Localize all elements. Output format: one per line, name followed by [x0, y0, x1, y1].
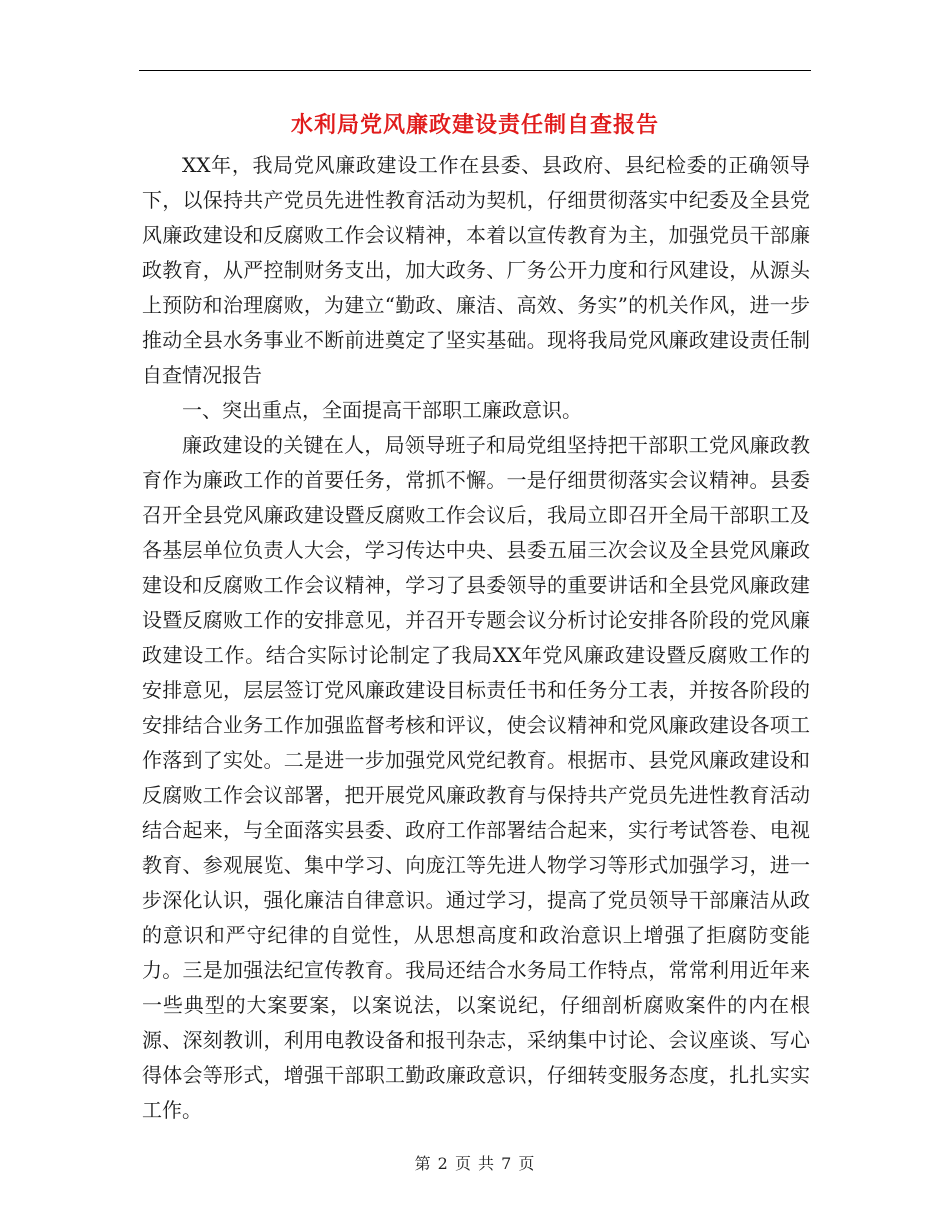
document-body	[142, 148, 810, 1128]
header-rule	[139, 70, 811, 71]
section-heading-1: 一、突出重点，全面提高干部职工廉政意识。	[182, 398, 582, 422]
paragraph-section-1: 廉政建设的关键在人，局领导班子和局党组坚持把干部职工党风廉政教育作为廉政工作的首要任务，常抓不懈。一是仔细贯彻落实会议精神。县委召开全县党风廉政建设暨反腐败工作会议后，我局立即召开全局干部职工及各基层单位负责人大会，学习传达中央、县委五届三次会议及全县党风廉政建设和反腐败工作会议精神，学习了县委领导的重要讲话和全县党风廉政建设暨反腐败工作的安排意见，并召开专题会议分析讨论安排各阶段的党风廉政建设工作。结合实际讨论制定了我局XX年党风廉政建设暨反腐败工作的安排意见，层层签订党风廉政建设目标责任书和任务分工表，并按各阶段的安排结合业务工作加强监督考核和评议，使会议精神和党风廉政建设各项工作落到了实处。二是进一步加强党风党纪教育。根据市、县党风廉政建设和反腐败工作会议部署，把开展党风廉政教育与保持共产党员先进性教育活动结合起来，与全面落实县委、政府工作部署结合起来，实行考试答卷、电视教育、参观展览、集中学习、向庞江等先进人物学习等形式加强学习，进一步深化认识，强化廉洁自律意识。通过学习，提高了党员领导干部廉洁从政的意识和严守纪律的自觉性，从思想高度和政治意识上增强了拒腐防变能力。三是加强法纪宣传教育。我局还结合水务局工作特点，常常利用近年来一些典型的大案要案，以案说法，以案说纪，仔细剖析腐败案件的内在根源、深刻教训，利用电教设备和报刊杂志，采纳集中讨论、会议座谈、写心得体会等形式，增强干部职工勤政廉政意识，仔细转变服务态度，扎扎实实工作。	[142, 433, 810, 1122]
document-title: 水利局党风廉政建设责任制自查报告	[290, 112, 659, 138]
page-number: 第 2 页 共 7 页	[414, 1154, 536, 1173]
paragraph-intro: XX年，我局党风廉政建设工作在县委、县政府、县纪检委的正确领导下，以保持共产党员先进性教育活动为契机，仔细贯彻落实中纪委及全县党风廉政建设和反腐败工作会议精神，本着以宣传教育为主，加强党员干部廉政教育，从严控制财务支出，加大政务、厂务公开力度和行风建设，从源头上预防和治理腐败，为建立“勤政、廉洁、高效、务实”的机关作风，进一步推动全县水务事业不断前进奠定了坚实基础。现将我局党风廉政建设责任制自查情况报告	[142, 153, 810, 387]
